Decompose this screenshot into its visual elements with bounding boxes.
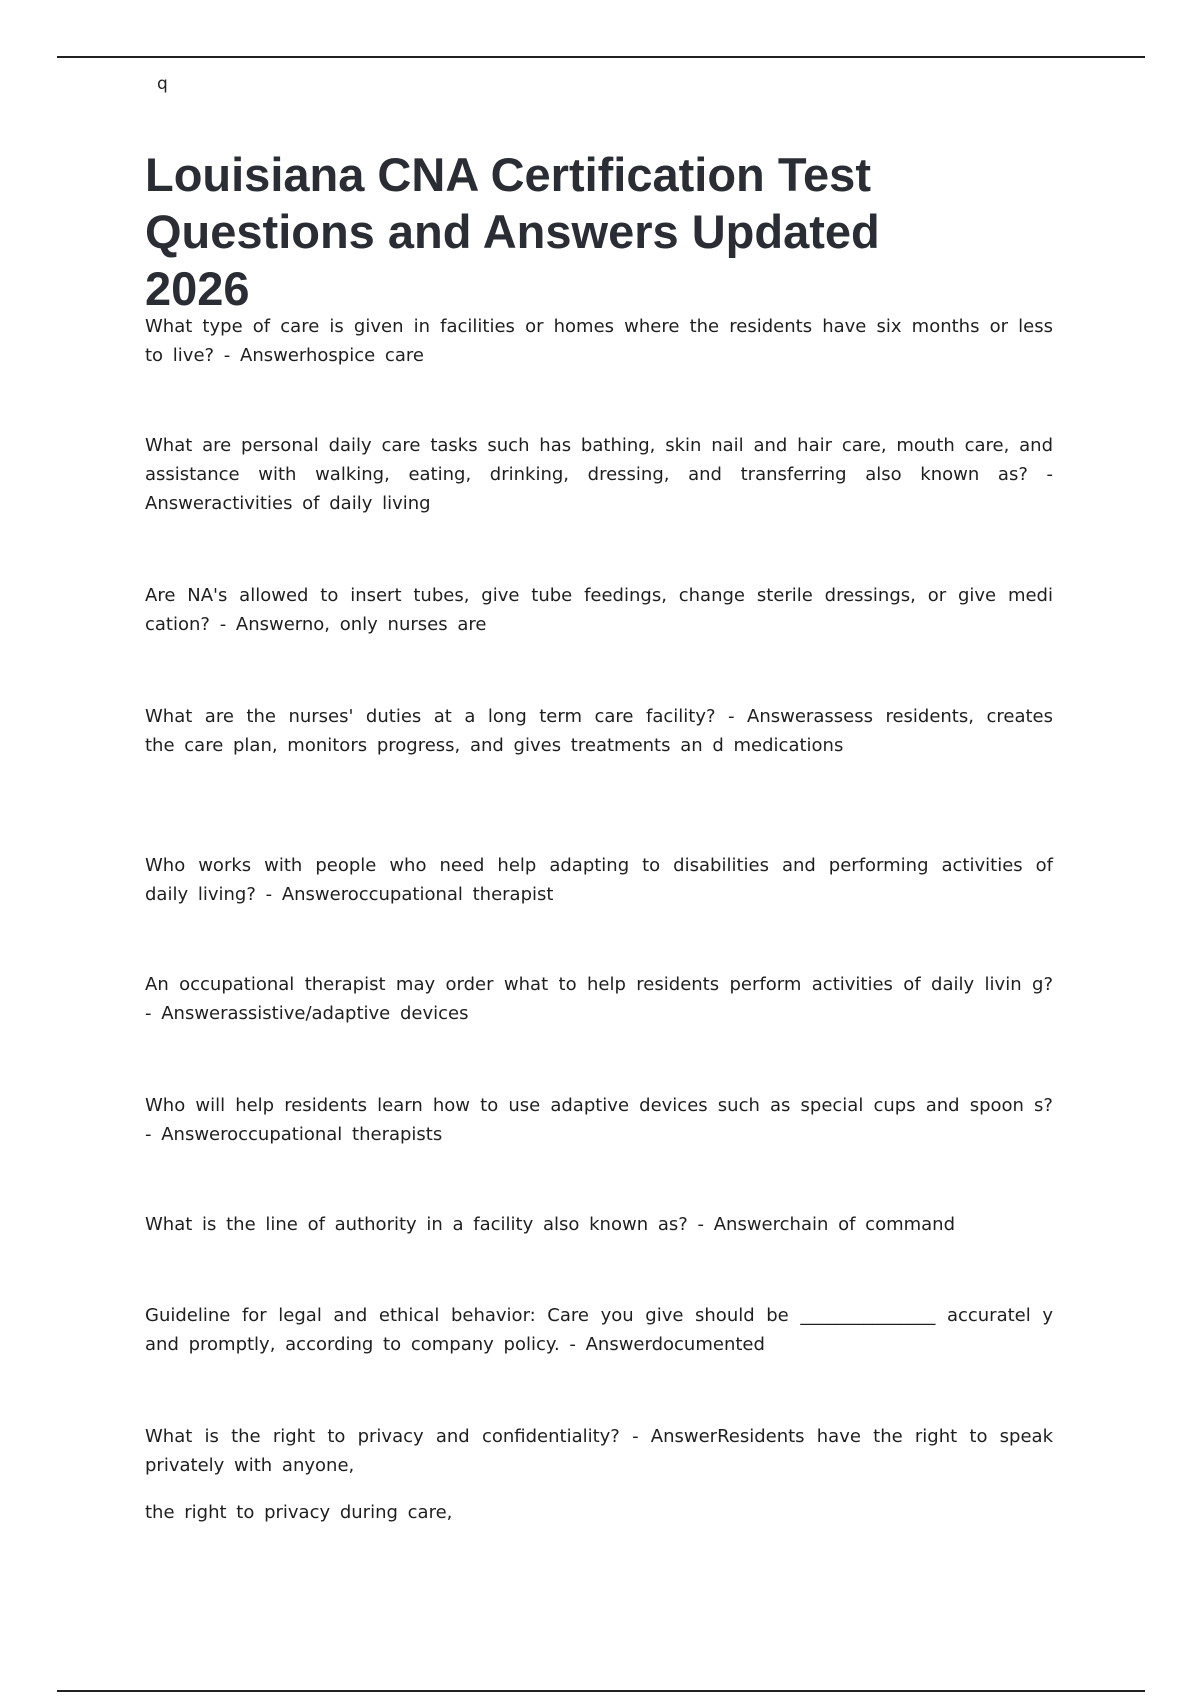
question-text: Are NA's allowed to insert tubes, give tube feedings, change sterile dressings, or give medi cation? xyxy=(145,585,1053,635)
question-text: What type of care is given in facilities or homes where the residents have six months or less to live? xyxy=(145,316,1053,366)
answer-prefix: - Answer xyxy=(145,1124,228,1145)
qa-item-10 xyxy=(145,1422,1053,1480)
answer-prefix: - Answer xyxy=(145,1003,228,1024)
question-text: Who works with people who need help adapting to disabilities and performing activities of daily living? xyxy=(145,855,1053,905)
answer-text: activities of daily living xyxy=(211,493,431,514)
answer-text: documented xyxy=(651,1334,765,1355)
qa-item-4 xyxy=(145,702,1053,760)
question-text: What are the nurses' duties at a long term care facility? xyxy=(145,706,716,727)
answer-prefix: - Answer xyxy=(715,706,814,727)
top-rule xyxy=(57,56,1145,58)
qa-item-9 xyxy=(145,1301,1053,1359)
qa-item-2 xyxy=(145,431,1053,518)
qa-item-8 xyxy=(145,1210,1053,1239)
answer-prefix: - Answer xyxy=(559,1334,652,1355)
answer-text: no, only nurses are xyxy=(301,614,487,635)
answer-prefix: - Answer xyxy=(687,1214,780,1235)
question-text: An occupational therapist may order what to help residents perform activities of daily livin g? xyxy=(145,974,1053,995)
qa-item-6 xyxy=(145,970,1053,1028)
answer-prefix: - Answer xyxy=(214,345,306,366)
answer-prefix: - Answer xyxy=(619,1426,718,1447)
question-text: Who will help residents learn how to use adaptive devices such as special cups and spoon s? xyxy=(145,1095,1053,1116)
answer-text: hospice care xyxy=(306,345,424,366)
question-text: Guideline for legal and ethical behavior: Care you give should be _______________ accuratel y and promptly, according to company policy. xyxy=(145,1305,1053,1355)
bottom-rule xyxy=(57,1690,1145,1692)
question-text: What is the right to privacy and confidentiality? xyxy=(145,1426,620,1447)
answer-prefix: - Answer xyxy=(209,614,302,635)
document-title: Louisiana CNA Certification Test Questions and Answers Updated 2026 xyxy=(145,148,880,315)
question-text: What is the line of authority in a facility also known as? xyxy=(145,1214,688,1235)
answer-text: chain of command xyxy=(779,1214,956,1235)
qa-item-3 xyxy=(145,581,1053,639)
answer-prefix: - Answer xyxy=(145,464,1054,514)
qa-continuation: the right to privacy during care, xyxy=(145,1502,453,1523)
answer-text: assistive/adaptive devices xyxy=(227,1003,469,1024)
qa-item-7 xyxy=(145,1091,1053,1149)
answer-prefix: - Answer xyxy=(255,884,348,905)
question-text: What are personal daily care tasks such has bathing, skin nail and hair care, mouth care, and assistance with walking, eating, drinking, dressing, and transferring also known as? xyxy=(145,435,1053,485)
answer-text: Residents have the right to speak privately with anyone, xyxy=(145,1426,1053,1476)
answer-text: occupational therapists xyxy=(227,1124,443,1145)
answer-text: occupational therapist xyxy=(347,884,554,905)
answer-text: assess residents, creates the care plan, monitors progress, and gives treatments an d medications xyxy=(145,706,1053,756)
qa-item-5 xyxy=(145,851,1053,909)
page-marker: q xyxy=(157,74,168,94)
qa-item-1 xyxy=(145,312,1053,370)
